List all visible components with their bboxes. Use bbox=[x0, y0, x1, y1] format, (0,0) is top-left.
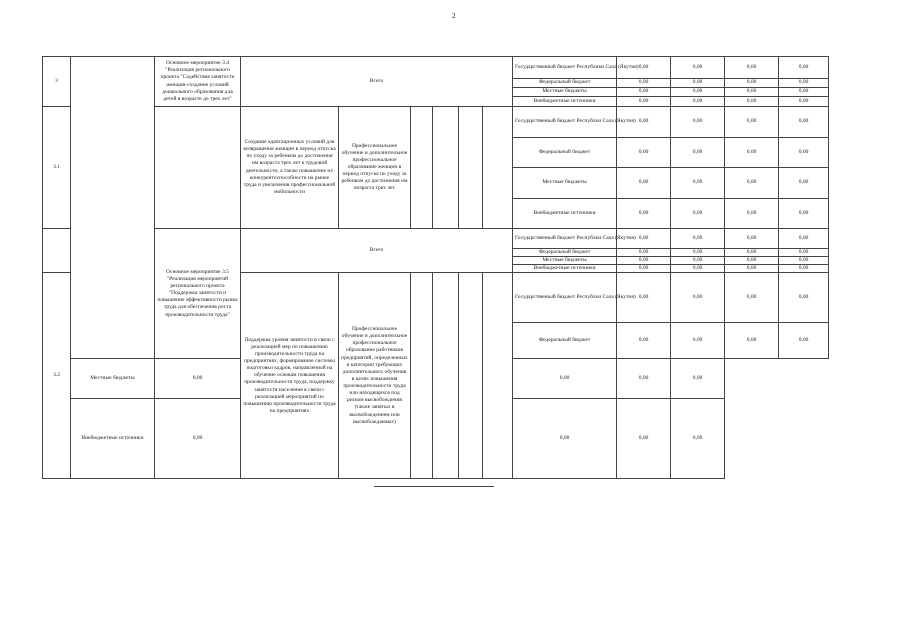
source-label: Государственный бюджет Республки Саха (Якутия) bbox=[513, 229, 617, 249]
event-result: Профессиональное обучение и дополнительное профессиональное образование женщин в период отпуска по уходу за ребенком до достижения им возраста трех лет bbox=[339, 107, 411, 229]
activity-name: Основное мероприятие 3.5 "Реализация мероприятий регионального проекта "Поддержка занятости и повышение эффективности рынка труда для обеспечения роста производительности труда" bbox=[155, 229, 241, 359]
value-cell: 0,00 bbox=[671, 257, 725, 265]
value-cell: 0,00 bbox=[155, 359, 241, 399]
source-label: Федеральный бюджет bbox=[513, 79, 617, 88]
value-cell: 0,00 bbox=[617, 249, 671, 257]
value-cell: 0,00 bbox=[779, 57, 829, 79]
value-cell: 0,00 bbox=[617, 399, 671, 479]
value-cell: 0,00 bbox=[725, 265, 779, 273]
value-cell: 0,00 bbox=[671, 229, 725, 249]
value-cell: 0,00 bbox=[617, 229, 671, 249]
value-cell: 0,00 bbox=[779, 273, 829, 323]
spacer-cell bbox=[71, 57, 155, 359]
empty-cell bbox=[433, 273, 459, 479]
value-cell: 0,00 bbox=[671, 265, 725, 273]
value-cell: 0,00 bbox=[617, 257, 671, 265]
value-cell: 0,00 bbox=[725, 249, 779, 257]
value-cell: 0,00 bbox=[725, 229, 779, 249]
value-cell: 0,00 bbox=[671, 249, 725, 257]
source-label: Внебюджетные источники bbox=[71, 399, 155, 479]
value-cell: 0,00 bbox=[617, 57, 671, 79]
value-cell: 0,00 bbox=[725, 273, 779, 323]
value-cell: 0,00 bbox=[513, 399, 617, 479]
value-cell: 0,00 bbox=[671, 79, 725, 88]
value-cell: 0,00 bbox=[779, 265, 829, 273]
value-cell: 0,00 bbox=[725, 323, 779, 359]
value-cell: 0,00 bbox=[671, 88, 725, 97]
value-cell: 0,00 bbox=[779, 97, 829, 107]
footnote-divider bbox=[374, 486, 494, 487]
table-row bbox=[43, 107, 829, 138]
value-cell: 0,00 bbox=[617, 323, 671, 359]
value-cell: 0,00 bbox=[513, 359, 617, 399]
event-description: Создание адаптационных условий для возвращения женщин в период отпуска по уходу за ребенком до достижения им возраста трех лет к трудовой деятельности, а также повышение их конкурентоспособности на рынке труда и увеличения профессиональной мобильности bbox=[241, 107, 339, 229]
source-label: Внебюджетные источники bbox=[513, 97, 617, 107]
event-result: Профессиональное обучение и дополнительное профессиональное образование работников предприятий, определенных в категории требующих дополнительного обучения в целях повышения производительности труда или находящихся под риском высвобождения (также занятых в высвобождением или высвобождаемых) bbox=[339, 273, 411, 479]
empty-cell bbox=[411, 273, 433, 479]
source-label: Местные бюджеты bbox=[71, 359, 155, 399]
source-label: Федеральный бюджет bbox=[513, 323, 617, 359]
page-number: 2 bbox=[452, 12, 456, 20]
value-cell: 0,00 bbox=[671, 399, 725, 479]
value-cell: 0,00 bbox=[671, 323, 725, 359]
row-number: 3 bbox=[43, 57, 71, 107]
value-cell: 0,00 bbox=[779, 79, 829, 88]
value-cell: 0,00 bbox=[725, 57, 779, 79]
value-cell: 0,00 bbox=[779, 168, 829, 199]
value-cell: 0,00 bbox=[617, 88, 671, 97]
value-cell: 0,00 bbox=[671, 57, 725, 79]
empty-cell bbox=[483, 107, 513, 229]
table-row bbox=[43, 229, 829, 249]
source-label: Внебюджетные источники bbox=[513, 265, 617, 273]
value-cell: 0,00 bbox=[725, 88, 779, 97]
event-description: Поддержка уровня занятости в связи с реализацией мер по повышению производительности труда на предприятиях, формирование системы подготовки кадров, направленной на обучение основам повышения производительности труда, поддержку занятости населения в связи с реализацией мероприятий по повышению производительности труда на предприятиях bbox=[241, 273, 339, 479]
value-cell: 0,00 bbox=[725, 257, 779, 265]
source-label: Местные бюджеты bbox=[513, 168, 617, 199]
value-cell: 0,00 bbox=[779, 138, 829, 168]
activity-name: Основное мероприятие 3.4 "Реализация регионального проекта "Содействие занятости женщин-создание условий дошкольного образования для детей в возрасте до трех лет" bbox=[155, 57, 241, 107]
value-cell: 0,00 bbox=[779, 257, 829, 265]
value-cell: 0,00 bbox=[779, 249, 829, 257]
value-cell: 0,00 bbox=[725, 199, 779, 229]
value-cell: 0,00 bbox=[725, 168, 779, 199]
value-cell: 0,00 bbox=[725, 107, 779, 138]
row-number: 3.2 bbox=[43, 273, 71, 479]
row-number: 3.1 bbox=[43, 107, 71, 229]
value-cell: 0,00 bbox=[617, 265, 671, 273]
source-label: Федеральный бюджет bbox=[513, 138, 617, 168]
empty-cell bbox=[155, 107, 241, 229]
empty-cell bbox=[459, 107, 483, 229]
value-cell: 0,00 bbox=[779, 199, 829, 229]
value-cell: 0,00 bbox=[671, 97, 725, 107]
source-label: Внебюджетные источники bbox=[513, 199, 617, 229]
value-cell: 0,00 bbox=[671, 273, 725, 323]
empty-cell bbox=[411, 107, 433, 229]
value-cell: 0,00 bbox=[617, 138, 671, 168]
value-cell: 0,00 bbox=[617, 199, 671, 229]
table-row bbox=[43, 57, 829, 79]
value-cell: 0,00 bbox=[617, 79, 671, 88]
source-label: Государственный бюджет Республки Саха (Якутия) bbox=[513, 273, 617, 323]
value-cell: 0,00 bbox=[617, 168, 671, 199]
empty-cell bbox=[483, 273, 513, 479]
value-cell: 0,00 bbox=[617, 359, 671, 399]
value-cell: 0,00 bbox=[617, 97, 671, 107]
value-cell: 0,00 bbox=[671, 107, 725, 138]
budget-table bbox=[42, 56, 829, 479]
value-cell: 0,00 bbox=[617, 273, 671, 323]
value-cell: 0,00 bbox=[671, 199, 725, 229]
empty-cell bbox=[433, 107, 459, 229]
value-cell: 0,00 bbox=[725, 79, 779, 88]
value-cell: 0,00 bbox=[779, 229, 829, 249]
value-cell: 0,00 bbox=[725, 138, 779, 168]
empty-cell bbox=[43, 229, 71, 273]
value-cell: 0,00 bbox=[671, 138, 725, 168]
source-label: Местные бюджеты bbox=[513, 257, 617, 265]
value-cell: 0,00 bbox=[617, 107, 671, 138]
total-label: Всего bbox=[241, 229, 513, 273]
total-label: Всего bbox=[241, 57, 513, 107]
empty-cell bbox=[459, 273, 483, 479]
value-cell: 0,00 bbox=[155, 399, 241, 479]
source-label: Федеральный бюджет bbox=[513, 249, 617, 257]
source-label: Местные бюджеты bbox=[513, 88, 617, 97]
value-cell: 0,00 bbox=[779, 107, 829, 138]
source-label: Государственный бюджет Республки Саха (Якутия) bbox=[513, 107, 617, 138]
value-cell: 0,00 bbox=[779, 88, 829, 97]
value-cell: 0,00 bbox=[671, 359, 725, 399]
value-cell: 0,00 bbox=[779, 323, 829, 359]
source-label: Государственный бюджет Республики Саха (Якутия) bbox=[513, 57, 617, 79]
value-cell: 0,00 bbox=[671, 168, 725, 199]
value-cell: 0,00 bbox=[725, 97, 779, 107]
